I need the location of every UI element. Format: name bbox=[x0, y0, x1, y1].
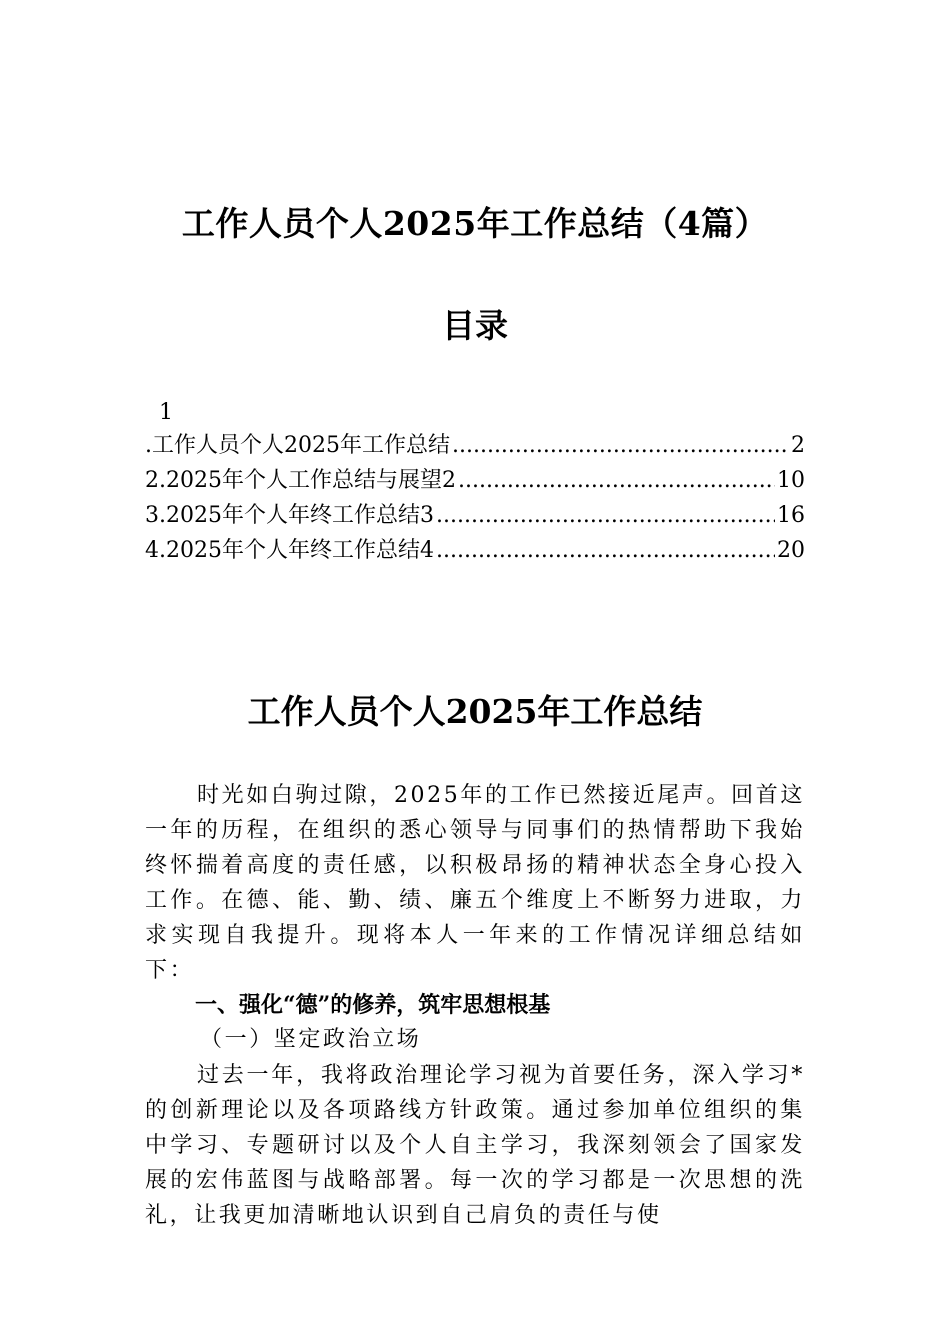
document-title: 工作人员个人2025年工作总结（4篇） bbox=[181, 204, 769, 243]
toc-entry-page: 20 bbox=[777, 538, 805, 563]
table-of-contents bbox=[145, 398, 805, 568]
toc-leader-dots bbox=[458, 463, 775, 498]
toc-entry[interactable] bbox=[145, 463, 805, 498]
toc-entry-page: 2 bbox=[791, 433, 805, 458]
toc-leader-dots bbox=[452, 428, 789, 463]
subheading-level2: （一）坚定政治立场 bbox=[200, 1027, 422, 1052]
toc-entry[interactable] bbox=[145, 428, 805, 463]
toc-entry-page: 10 bbox=[777, 468, 805, 493]
subheading-level1: 一、强化“德”的修养，筑牢思想根基 bbox=[195, 992, 551, 1018]
intro-paragraph: 时光如白驹过隙，2025年的工作已然接近尾声。回首这一年的历程，在组织的悉心领导与同事们的热情帮助下我始终怀揣着高度的责任感，以积极昂扬的精神状态全身心投入工作。在德、能、勤、绩、廉五个维度上不断努力进取，力求实现自我提升。现将本人一年来的工作情况详细总结如下： bbox=[145, 783, 805, 983]
toc-entry-label: 2.2025年个人工作总结与展望2 bbox=[145, 468, 456, 493]
toc-entry-label: 4.2025年个人年终工作总结4 bbox=[145, 538, 434, 563]
body-paragraph: 过去一年，我将政治理论学习视为首要任务，深入学习*的创新理论以及各项路线方针政策。通过参加单位组织的集中学习、专题研讨以及个人自主学习，我深刻领会了国家发展的宏伟蓝图与战略部署。每一次的学习都是一次思想的洗礼，让我更加清晰地认识到自己肩负的责任与使 bbox=[145, 1063, 805, 1228]
toc-heading: 目录 bbox=[442, 306, 508, 345]
toc-entry-label: .工作人员个人2025年工作总结 bbox=[145, 433, 450, 458]
toc-first-number: 1 bbox=[159, 400, 173, 425]
toc-leader-dots bbox=[436, 498, 775, 533]
toc-leader-dots bbox=[436, 533, 775, 568]
section-title: 工作人员个人2025年工作总结 bbox=[247, 692, 703, 731]
toc-entry[interactable] bbox=[145, 498, 805, 533]
toc-entry-label: 3.2025年个人年终工作总结3 bbox=[145, 503, 434, 528]
toc-entry[interactable] bbox=[145, 533, 805, 568]
toc-entry-page: 16 bbox=[777, 503, 805, 528]
